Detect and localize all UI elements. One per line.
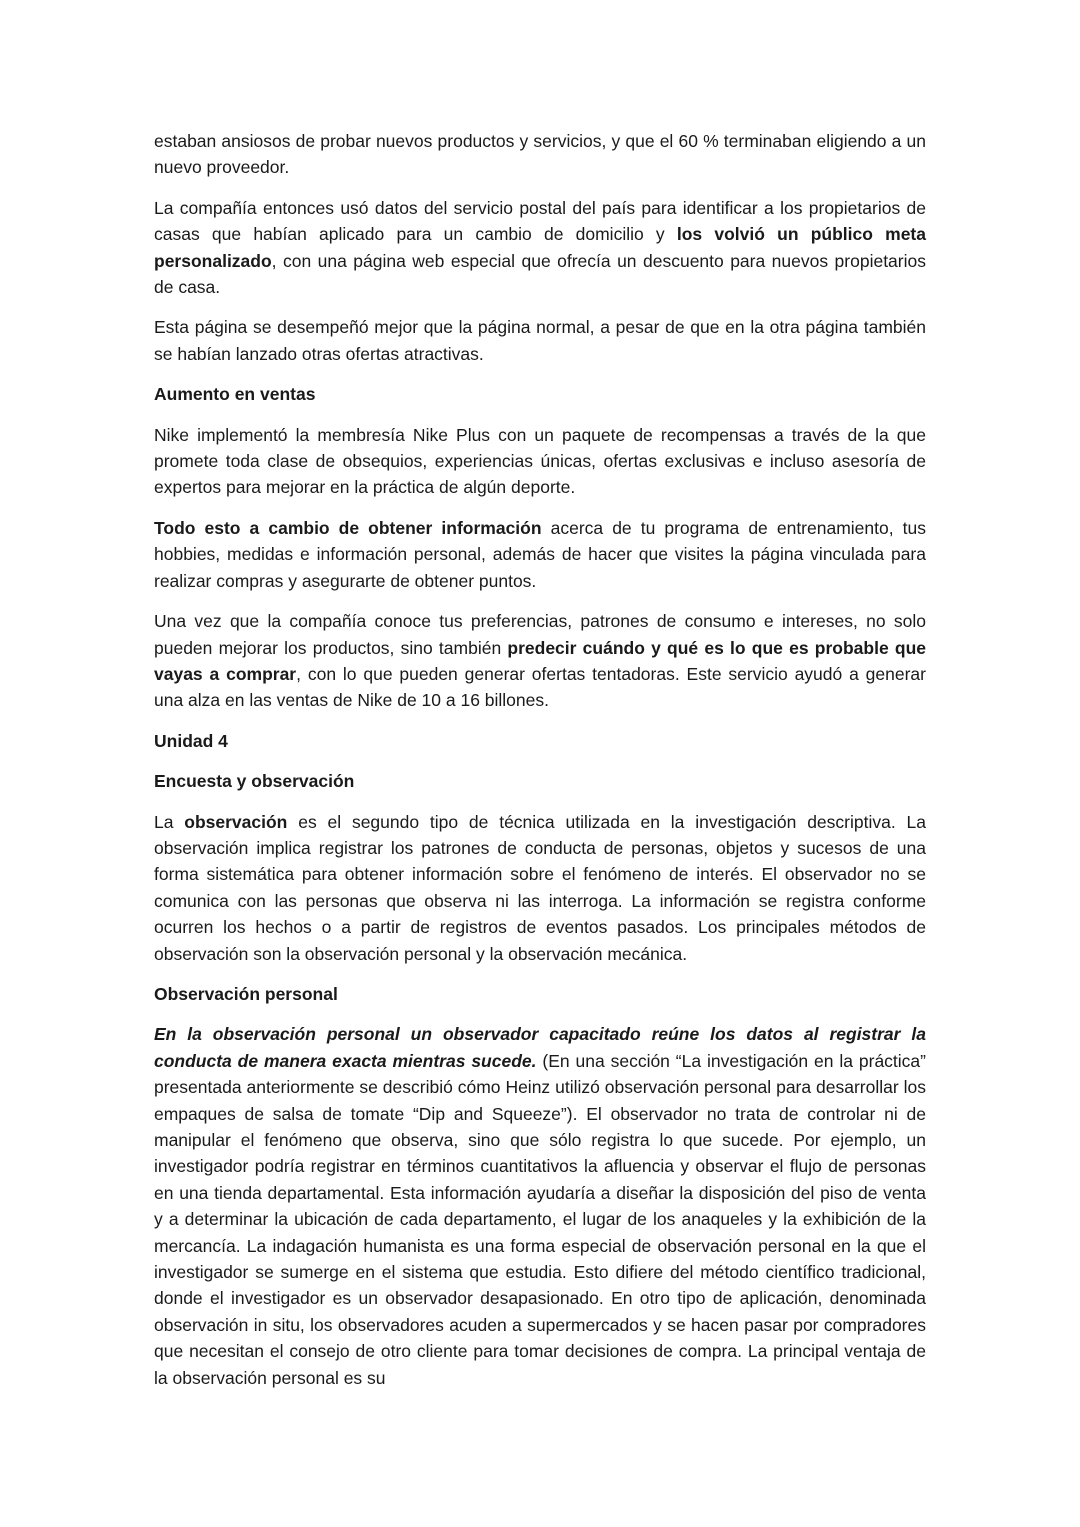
paragraph-preferences: [154, 608, 926, 714]
paragraph-text: es el segundo tipo de técnica utilizada en la investigación descriptiva. La observación implica registrar los patrones de conducta de personas, objetos y sucesos de una forma sistemática para obtener información sobre el fenómeno de interés. El observador no se comunica con las personas que observa ni las interroga. La información se registra conforme ocurren los hechos o a partir de registros de eventos pasados. Los principales métodos de observación son la observación personal y la observación mecánica.: [154, 811, 926, 964]
heading-encuesta-observacion: Encuesta y observación: [154, 771, 355, 792]
bold-text: los volvió un público meta personalizado: [154, 224, 926, 271]
bold-text: Todo esto a cambio de obtener información: [154, 517, 542, 538]
paragraph-text: Nike implementó la membresía Nike Plus con un paquete de recompensas a través de la que promete toda clase de obsequios, experiencias únicas, ofertas exclusivas e incluso asesoría de expertos para mejorar en la práctica de algún deporte.: [154, 424, 926, 498]
paragraph-observation: [154, 809, 926, 967]
bold-text: observación: [184, 811, 288, 832]
paragraph-page-performance: [154, 314, 926, 367]
paragraph-text: La: [154, 811, 185, 832]
paragraph-text: , con lo que pueden generar ofertas tentadoras. Este servicio ayudó a generar una alza en las ventas de Nike de 10 a 16 billones.: [154, 663, 926, 711]
paragraph-text: , con una página web especial que ofrecía un descuento para nuevos propietarios de casa.: [154, 250, 926, 298]
paragraph-new-provider: [154, 128, 926, 181]
heading-aumento-ventas: Aumento en ventas: [154, 384, 316, 405]
bold-italic-text: En la observación personal un observador capacitado reúne los datos al registrar la conducta de manera exacta mientras sucede.: [154, 1024, 926, 1071]
paragraph-postal-service: [154, 195, 926, 301]
paragraph-text: (En una sección “La investigación en la práctica” presentada anteriormente se describió cómo Heinz utilizó observación personal para desarrollar los empaques de salsa de tomate “Dip and Squeeze”). El observador no trata de controlar ni de manipular el fenómeno que observa, sino que sólo registra lo que sucede. Por ejemplo, un investigador podría registrar en términos cuantitativos la afluencia y observar el flujo de personas en una tienda departamental. Esta información ayudaría a diseñar la disposición del piso de venta y a determinar la ubicación de cada departamento, el lugar de los anaqueles y la exhibición de la mercancía. La indagación humanista es una forma especial de observación personal en la que el investigador se sumerge en el sistema que estudia. Esto difiere del método científico tradicional, donde el investigador es un observador desapasionado. En otro tipo de aplicación, denominada observación in situ, los observadores acuden a supermercados y se hacen pasar por compradores que necesitan el consejo de otro cliente para tomar decisiones de compra. La principal ventaja de la observación personal es su: [154, 1050, 926, 1388]
heading-observacion-personal: Observación personal: [154, 983, 338, 1004]
document-page: [154, 128, 926, 1405]
paragraph-text: Una vez que la compañía conoce tus preferencias, patrones de consumo e intereses, no solo pueden mejorar los productos, sino también: [154, 611, 926, 658]
paragraph-personal-observation: [154, 1021, 926, 1391]
paragraph-information-exchange: [154, 515, 926, 594]
paragraph-text: estaban ansiosos de probar nuevos productos y servicios, y que el 60 % terminaban eligiendo a un nuevo proveedor.: [154, 131, 926, 178]
paragraph-text: La compañía entonces usó datos del servicio postal del país para identificar a los propietarios de casas que habían aplicado para un cambio de domicilio y: [154, 197, 926, 245]
heading-unidad-4: Unidad 4: [154, 730, 228, 751]
paragraph-nike-plus: [154, 422, 926, 501]
paragraph-text: acerca de tu programa de entrenamiento, tus hobbies, medidas e información personal, además de hacer que visites la página vinculada para realizar compras y asegurarte de obtener puntos.: [154, 517, 926, 591]
paragraph-text: Esta página se desempeñó mejor que la página normal, a pesar de que en la otra página también se habían lanzado otras ofertas atractivas.: [154, 317, 926, 364]
bold-text: predecir cuándo y qué es lo que es probable que vayas a comprar: [154, 637, 926, 684]
